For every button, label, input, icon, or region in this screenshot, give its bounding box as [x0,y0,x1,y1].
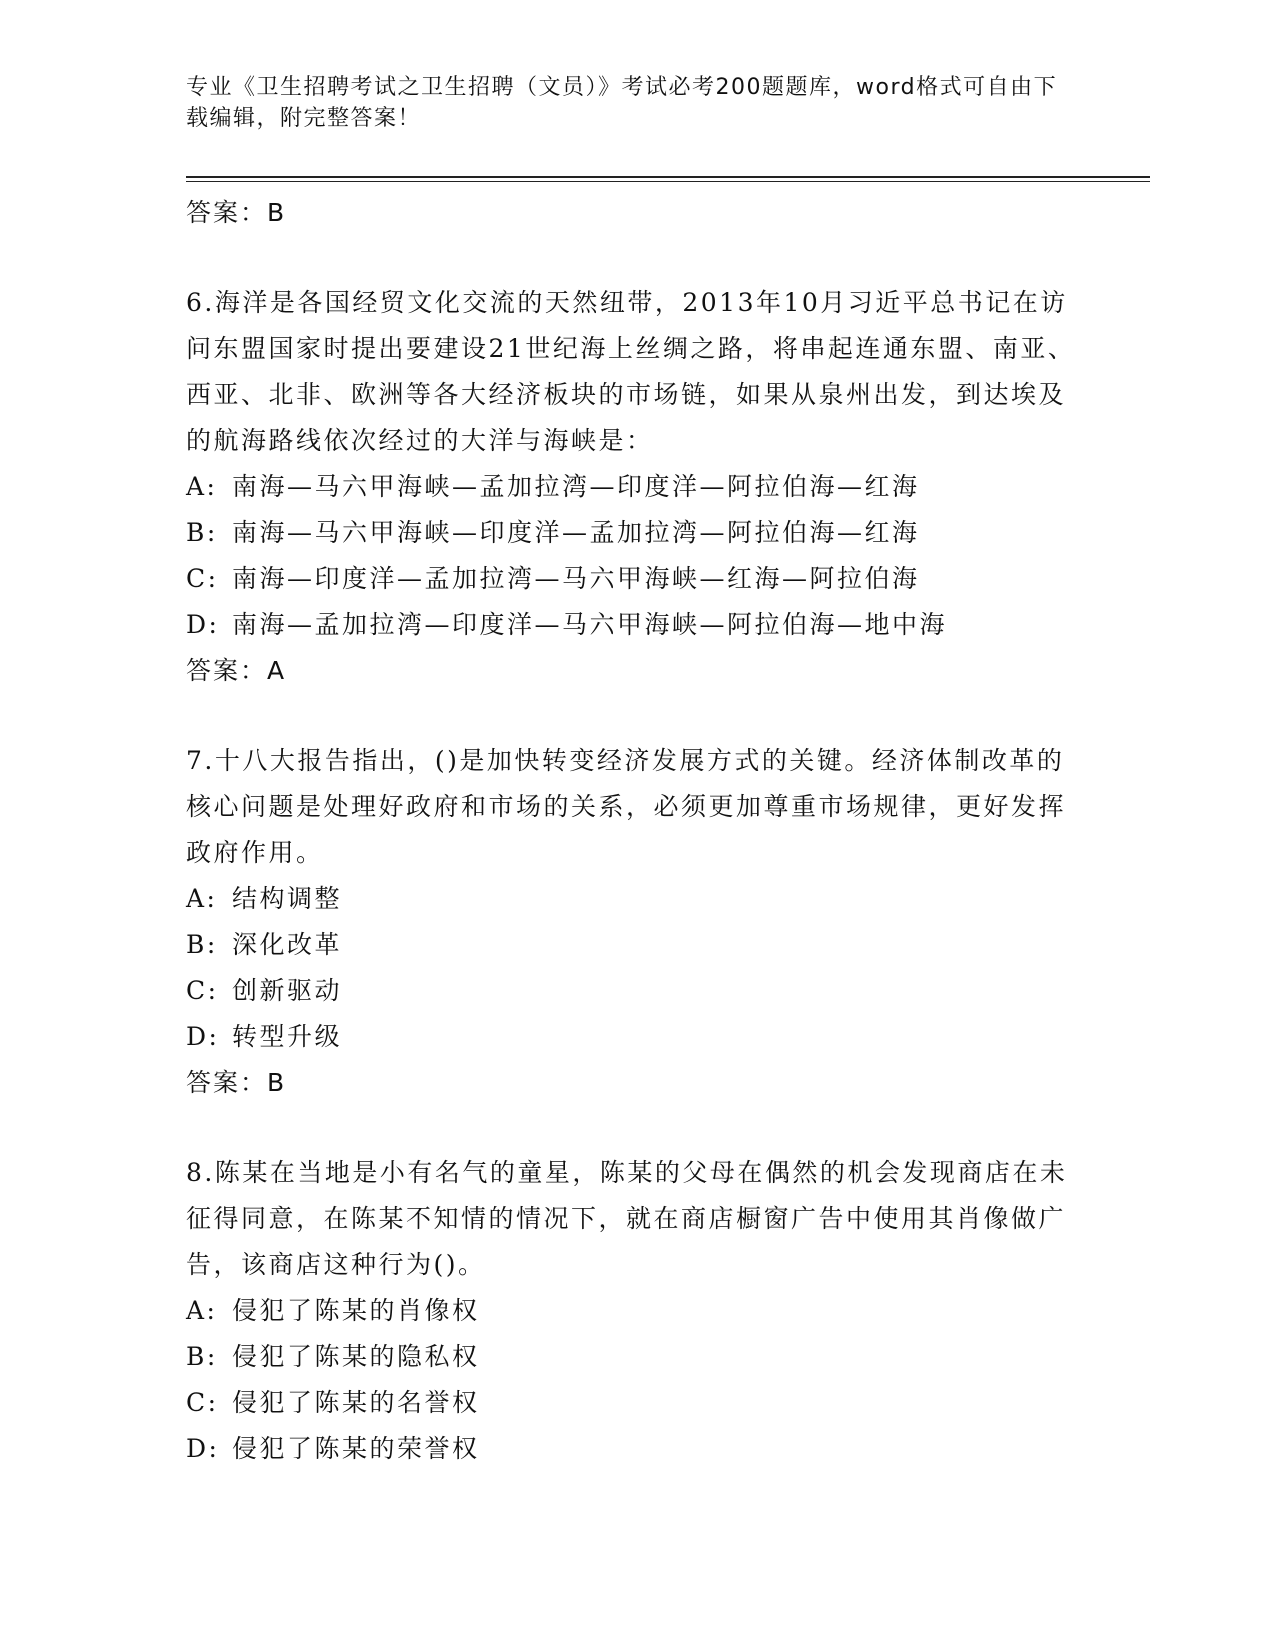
option-d [186,602,1086,648]
option-key: C: [186,976,219,1005]
option-key: D: [186,1434,220,1463]
option-text: 深化改革 [232,930,343,959]
option-key: A: [186,1296,218,1325]
answer-label: 答案： [186,1068,268,1097]
option-key: B: [186,1342,218,1371]
answer-value: B [267,198,287,227]
option-key: D: [186,610,220,639]
option-text: 侵犯了陈某的名誉权 [232,1388,480,1417]
question-8 [186,1150,1086,1472]
option-text: 南海—孟加拉湾—印度洋—马六甲海峡—阿拉伯海—地中海 [232,610,948,639]
option-a [186,876,1086,922]
answer-label: 答案： [186,656,268,685]
option-b [186,922,1086,968]
header-divider-thin [186,181,1150,182]
option-d [186,1014,1086,1060]
option-a [186,464,1086,510]
page-header: 专业《卫生招聘考试之卫生招聘（文员）》考试必考200题题库，word格式可自由下载编辑，附完整答案！ [186,75,1058,131]
option-key: B: [186,518,218,547]
option-key: A: [186,884,218,913]
answer-line [186,190,1086,236]
option-c [186,1380,1086,1426]
answer-label: 答案： [186,198,268,227]
option-b [186,1334,1086,1380]
option-c [186,556,1086,602]
option-text: 侵犯了陈某的肖像权 [232,1296,480,1325]
option-key: C: [186,564,219,593]
answer-value: A [267,656,287,685]
option-text: 结构调整 [232,884,343,913]
header-divider [186,176,1150,178]
question-7 [186,738,1086,1106]
option-a [186,1288,1086,1334]
option-key: B: [186,930,218,959]
option-key: D: [186,1022,220,1051]
option-text: 转型升级 [232,1022,343,1051]
option-text: 侵犯了陈某的荣誉权 [232,1434,480,1463]
option-b [186,510,1086,556]
option-key: C: [186,1388,219,1417]
question-6 [186,280,1086,694]
answer-value: B [267,1068,287,1097]
option-d [186,1426,1086,1472]
question-stem: 8.陈某在当地是小有名气的童星，陈某的父母在偶然的机会发现商店在未征得同意，在陈某不知情的情况下，就在商店橱窗广告中使用其肖像做广告，该商店这种行为()。 [186,1158,1068,1279]
option-text: 南海—马六甲海峡—孟加拉湾—印度洋—阿拉伯海—红海 [232,472,920,501]
option-text: 南海—马六甲海峡—印度洋—孟加拉湾—阿拉伯海—红海 [232,518,920,547]
option-c [186,968,1086,1014]
option-text: 侵犯了陈某的隐私权 [232,1342,480,1371]
option-key: A: [186,472,218,501]
answer-line [186,648,1086,694]
answer-line [186,1060,1086,1106]
option-text: 南海—印度洋—孟加拉湾—马六甲海峡—红海—阿拉伯海 [232,564,920,593]
question-stem: 7.十八大报告指出，()是加快转变经济发展方式的关键。经济体制改革的核心问题是处理好政府和市场的关系，必须更加尊重市场规律，更好发挥政府作用。 [186,746,1067,867]
question-stem: 6.海洋是各国经贸文化交流的天然纽带，2013年10月习近平总书记在访问东盟国家时提出要建设21世纪海上丝绸之路，将串起连通东盟、南亚、西亚、北非、欧洲等各大经济板块的市场链，如果从泉州出发，到达埃及的航海路线依次经过的大洋与海峡是： [186,288,1076,455]
document-body [186,190,1086,1472]
option-text: 创新驱动 [232,976,343,1005]
